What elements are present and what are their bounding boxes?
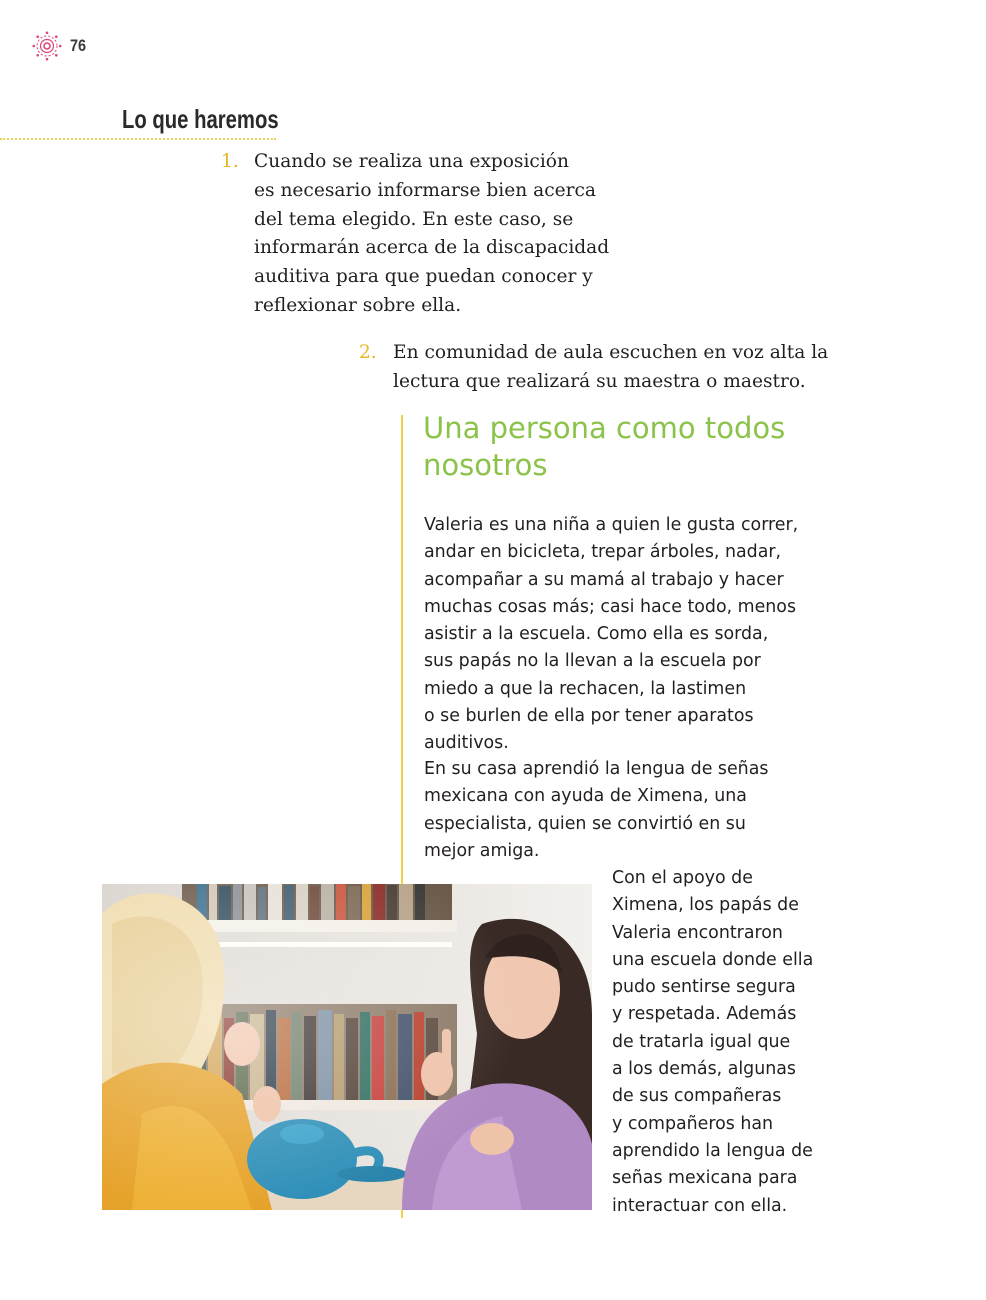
page-number: 76	[70, 36, 87, 55]
story-title: Una persona como todos nosotros	[423, 411, 786, 482]
story-paragraph: Con el apoyo de Ximena, los papás de Valeria encontraron una escuela donde ella pudo sentirse segura y respetada. Además de tratarla igual que a los demás, algunas de sus compañeras y compañeros han aprendido la lengua de señas mexicana para interactuar con ella.	[612, 868, 814, 1216]
instruction-item	[359, 339, 879, 397]
sign-language-photo	[102, 884, 592, 1210]
story-paragraph: Valeria es una niña a quien le gusta correr, andar en bicicleta, trepar árboles, nadar, acompañar a su mamá al trabajo y hacer muchas cosas más; casi hace todo, menos asistir a la escuela. Como ella es sorda, sus papás no la llevan a la escuela por miedo a que la rechacen, la lastimen o se burlen de ella por tener aparatos auditivos.	[424, 515, 799, 754]
story-paragraph: En su casa aprendió la lengua de señas mexicana con ayuda de Ximena, una especialista, quien se convirtió en su mejor amiga.	[424, 759, 769, 861]
mandala-icon	[32, 31, 62, 61]
instruction-number: 1.	[221, 151, 239, 172]
instruction-text: En comunidad de aula escuchen en voz alta la lectura que realizará su maestra o maestro.	[393, 342, 829, 392]
instruction-text: Cuando se realiza una exposición es necesario informarse bien acerca del tema elegido. En este caso, se informarán acerca de la discapacidad auditiva para que puedan conocer y reflexionar sobre ella.	[254, 151, 610, 316]
instruction-number: 2.	[359, 342, 377, 363]
instruction-item	[221, 148, 661, 321]
page-header	[32, 30, 89, 62]
heading-underline	[0, 138, 276, 140]
section-heading: Lo que haremos	[122, 104, 279, 134]
